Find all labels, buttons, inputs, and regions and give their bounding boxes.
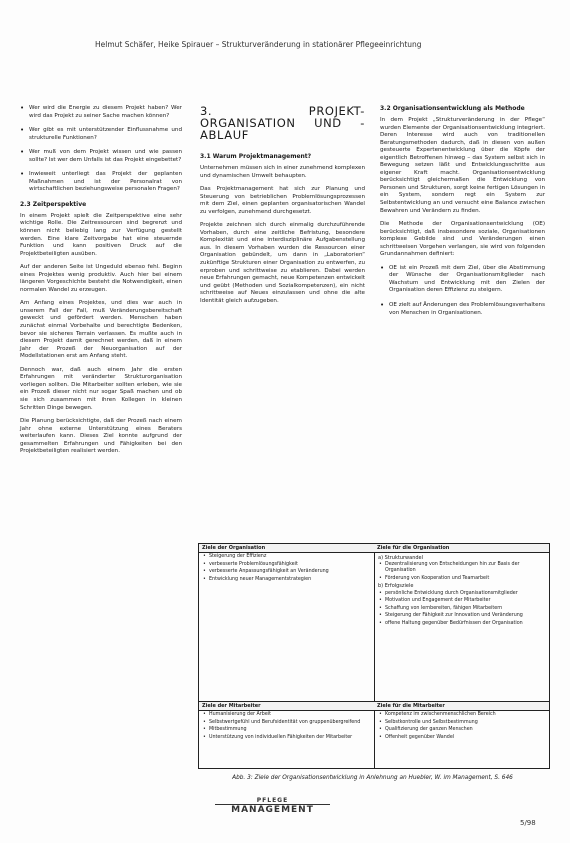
- list-item: • Wer gibt es mit unterstützender Einflussnahme und strukturelle Funktionen?: [20, 127, 182, 142]
- table-row: [199, 710, 549, 768]
- header-cell: Ziele für die Mitarbeiter: [377, 703, 445, 709]
- table-bullet: • Steigerung der Effizienz: [202, 554, 371, 560]
- table-bullet: • Offenheit gegenüber Wandel: [378, 735, 546, 741]
- table-bullet: • Kompetenz im zwischenmenschlichen Bereich: [378, 712, 546, 718]
- logo-top-text: PFLEGE: [256, 797, 289, 804]
- table-cell: [375, 710, 549, 768]
- list-item: • Wer muß von dem Projekt wissen und wie passen sollte? Ist wer dem Unfalls ist das Projekt eingebettet?: [20, 149, 182, 164]
- section-heading-zeitperspektive: 2.3 Zeitperspektive: [20, 200, 87, 208]
- table-bullet: • Entwicklung neuer Managementstrategien: [202, 577, 371, 583]
- table-bullet: • Humanisierung der Arbeit: [202, 712, 371, 718]
- table-cell: [375, 552, 549, 700]
- table-row: [199, 552, 549, 700]
- sub-label: b) Erfolgsziele: [378, 583, 414, 590]
- header-cell: Ziele der Organisation: [202, 545, 266, 551]
- table-bullet: • Dezentralisierung von Entscheidungen hin zur Basis der Organisation: [378, 562, 546, 574]
- paragraph: In dem Projekt „Strukturveränderung in der Pflege“ wurden Elemente der Organisationsentwicklung integriert. Deren Interesse wird auch von traditionellen Beratungsmethoden dadurch, daß in diesen von außen gesteuerte Expertenentwicklung über die Köpfe der eigentlich Betroffenen hinweg – das System selbst sich in Bewegung setzen läßt und Entwicklungsschritte aus eigener Kraft macht. Organisationsentwicklung berücksichtigt gleichermaßen die Entwicklung von Personen und Strukturen, sorgt keine fertigen Lösungen in ein System, sondern regt ein System zur Selbstentwicklung an und versucht eine Balance zwischen Bewahren und Verändern zu finden.: [380, 117, 545, 214]
- table-cell: [199, 710, 374, 768]
- table-bullet: • Motivation und Engagement der Mitarbeiter: [378, 598, 546, 604]
- paragraph: In einem Projekt spielt die Zeitperspektive eine sehr wichtige Rolle. Die Zeitressourcen sind begrenzt und können nicht beliebig lang zur Verfügung gestellt werden. Eine klare Zeitvorgabe hat eine steuernde Funktion und kann positiven Druck auf die Projektbeteiligten ausüben.: [20, 212, 182, 257]
- paragraph: Auf der anderen Seite ist Ungeduld ebenso fehl. Beginn eines Projektes wenig produktiv. Auch hier bei einem längeren Vorgeschichte besteht die Notwendigkeit, einen normalen Wandel zu erzeugen.: [20, 264, 182, 293]
- oe-assumption-list: [380, 265, 545, 317]
- paragraph: Die Methode der Organisationsentwicklung (OE) berücksichtigt, daß insbesondere soziale, Organisationen komplexe Gebilde sind und Veränderungen einen schrittweisen Vorgehen verlangen, sie wird von folgenden Grundannahmen definiert:: [380, 221, 545, 258]
- list-item: • OE ist ein Prozeß mit dem Ziel, über die Abstimmung der Wünsche der Organisationsmitglieder nach Wachstum und Entwicklung mit den Zielen der Organisation deren Effizienz zu steigern.: [380, 265, 545, 295]
- table-bullet: • Unterstützung von individuellen Fähigkeiten der Mitarbeiter: [202, 735, 371, 741]
- figure-caption: Abb. 3: Ziele der Organisationsentwicklung in Anlehnung an Huebler, W. im Management, S. 646: [232, 775, 513, 781]
- table-bullet: • Mitbestimmung: [202, 727, 371, 733]
- table-bullet: • verbesserte Problemlösungsfähigkeit: [202, 562, 371, 568]
- list-item: • Inwieweit unterliegt das Projekt der geplanten Maßnahmen und ist der Personalrat von wirtschaftlichen beziehungsweise personalen Fragen?: [20, 171, 182, 194]
- column-left: [20, 105, 182, 462]
- paragraph: Am Anfang eines Projektes, und dies war auch in unserem Fall der Fall, muß Veränderungsbereitschaft geweckt und gefördert werden. Menschen haben zunächst einmal Vorbehalte und berechtigte Bedenken, bevor sie sicheres Terrain verlassen. Es mußte auch in diesem Projekt damit gerechnet werden, daß in einem Jahr der Prozeß der Neuorganisation auf der Modellstationen erst am Anfang steht.: [20, 300, 182, 360]
- header-cell: Ziele für die Organisation: [377, 545, 450, 551]
- table-cell: [199, 552, 374, 700]
- table-bullet: • Qualifizierung der ganzen Menschen: [378, 727, 546, 733]
- paragraph: Unternehmen müssen sich in einer zunehmend komplexen und dynamischen Umwelt behaupten.: [200, 165, 365, 179]
- paragraph: Die Planung berücksichtigte, daß der Prozeß nach einem Jahr ohne externe Unterstützung eines Beraters weiterlaufen kann. Dieses Ziel konnte aufgrund der gesammelten Erfahrungen und Fähigkeiten bei den Projektbeteiligten realisiert werden.: [20, 418, 182, 455]
- table-bullet: • verbesserte Anpassungsfähigkeit an Veränderung: [202, 569, 371, 575]
- paragraph: Das Projektmanagement hat sich zur Planung und Steuerung von betrieblichen Problemlösungsprozessen mit dem Ziel, einen geplanten organisatorischen Wandel zu verfolgen, zunehmend durchgesetzt.: [200, 186, 365, 215]
- paragraph: Dennoch war, daß auch einem Jahr die ersten Erfahrungen mit veränderter Strukturorganisation vorliegen sollten. Die Mitarbeiter sollten erleben, wie sie ein Prozeß dieser nicht nur sogar Spaß machen und ob sie sich zusammen mit ihren Kollegen in kleinen Schritten Dinge bewegen.: [20, 366, 182, 411]
- list-item: • Wer wird die Energie zu diesem Projekt haben? Wer wird das Projekt zu seiner Sache machen können?: [20, 105, 182, 120]
- page-number: 5/98: [520, 819, 536, 827]
- section-heading-warum: 3.1 Warum Projektmanagement?: [200, 153, 312, 160]
- goals-figure-table: [198, 543, 550, 769]
- running-header: Helmut Schäfer, Heike Spirauer – Strukturveränderung in stationärer Pflegeeinrichtung: [95, 40, 422, 49]
- table-bullet: • Förderung von Kooperation und Teamarbeit: [378, 576, 546, 582]
- table-bullet: • Selbstwertgefühl und Berufsidentität von gruppenübergreifend: [202, 720, 371, 726]
- column-right: [380, 105, 545, 324]
- chapter-title: 3. PROJEKT-ORGANISATION UND -ABLAUF: [200, 104, 365, 142]
- table-bullet: • persönliche Entwicklung durch Organisationsmitglieder: [378, 591, 546, 597]
- table-bullet: • offene Haltung gegenüber Bedürfnissen der Organisation: [378, 621, 546, 627]
- list-item: • OE zielt auf Änderungen des Problemlösungsverhaltens von Menschen in Organisationen.: [380, 302, 545, 317]
- table-bullet: • Selbstkontrolle und Selbstbestimmung: [378, 720, 546, 726]
- column-middle: [200, 105, 365, 311]
- table-bullet: • Schaffung von lernbereiten, fähigen Mitarbeitern: [378, 606, 546, 612]
- logo-main-text: MANAGEMENT: [215, 804, 330, 815]
- magazine-logo: [215, 798, 330, 820]
- header-cell: Ziele der Mitarbeiter: [202, 703, 261, 709]
- sub-label: a) Strukturwandel: [378, 555, 424, 561]
- question-list: [20, 105, 182, 194]
- section-heading-organisationsentwicklung: 3.2 Organisationsentwicklung als Methode: [380, 105, 525, 112]
- paragraph: Projekte zeichnen sich durch einmalig durchzuführende Vorhaben, durch eine zeitliche Befristung, besondere Komplexität und eine interdisziplinäre Aufgabenstellung aus. In diesem Vorhaben wurden die Ressourcen einer Organisation gebündelt, um dann in „Laboratorien“ zukünftige Strukturen einer Organisation zu entwerfen, zu erproben und schrittweise zu etablieren. Dabei werden neue Erfahrungen gemacht, neue Kompetenzen entwickelt und geübt (Methoden und Sozialkompetenzen), ein nicht schrittweise auf Neues einzulassen und ohne die alte Identität gleich aufzugeben.: [200, 222, 365, 304]
- table-bullet: • Steigerung der Fähigkeit zur Innovation und Veränderung: [378, 613, 546, 619]
